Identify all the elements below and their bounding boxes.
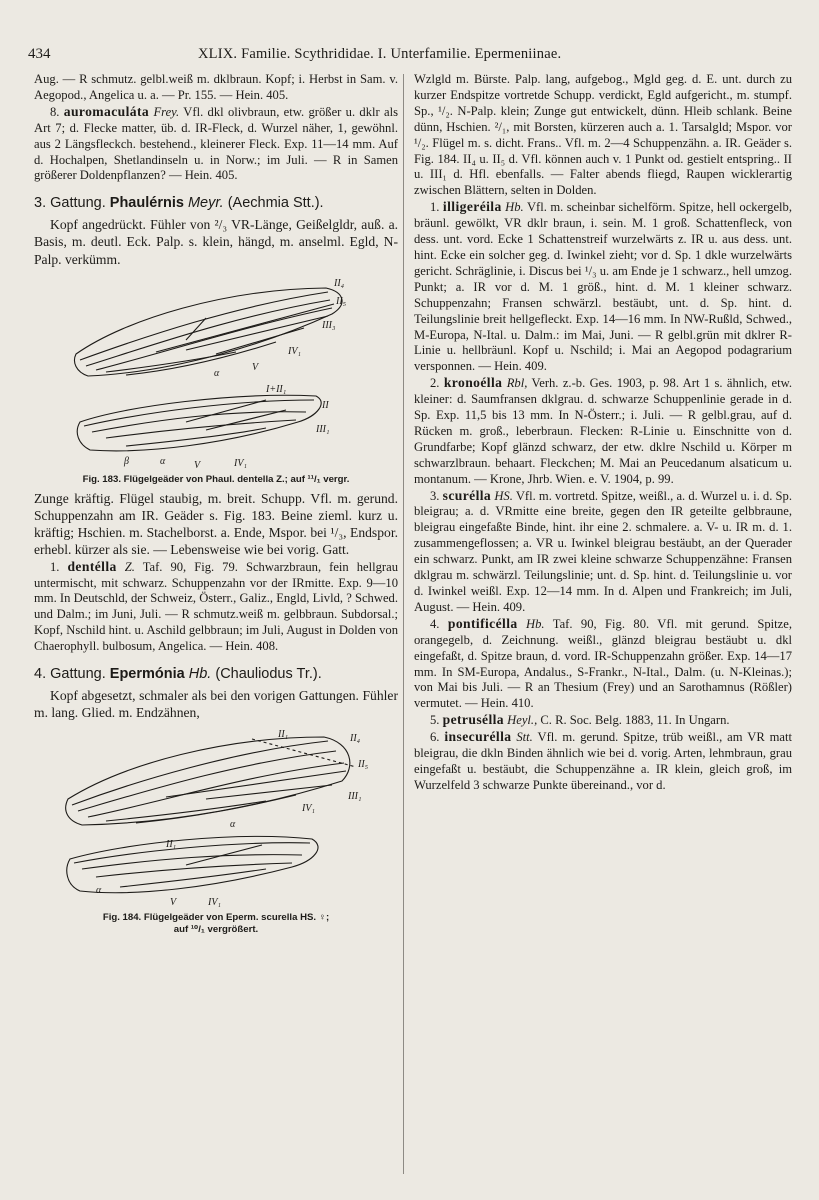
column-divider [403, 74, 404, 1174]
right-column [414, 72, 792, 794]
species-number: 1. [50, 559, 60, 574]
species-description: Taf. 90, Fig. 79. Schwarzbraun, fein hellgrau untermischt, mit schwarz. Schuppenzahn vor der IRmitte. Exp. 9—10 mm. In Deutschld, der Schweiz, Österr., Galiz., Engld, Livld, ? Schwed. und Dalm.; im Juni, Juli. — R schmutz.weiß m. gelbbraun. Subdorsal.; Kopf, Nschild hint. u. Aschild gelbbraun; im Juli, August in Dolden von Chaerophyll. bulbosum, Angelica. — Hein. 408. [34, 559, 398, 654]
species-author: Hb. [505, 200, 524, 215]
vein-label: IV₁ [208, 897, 221, 909]
species-entry-insecurella [414, 729, 792, 794]
species-name: insecurélla [444, 729, 512, 745]
vein-label: α [96, 885, 102, 897]
vein-label: IV₁ [288, 345, 301, 357]
caption-line: Fig. 184. Flügelgeäder von Eperm. scurella HS. ♀; [102, 912, 330, 924]
species-description: Verh. z.-b. Ges. 1903, p. 98. Art 1 s. ähnlich, etw. kleiner: d. Saumfransen dklgrau. d. schwarze Schuppenlinie gerade in d. Sp. Exp. 11,5 bis 13 mm. In N-Österr.; i. Juli. — R gelbl.grau, auf d. Rücken m. groß., leberbraun. Flecken: R-Linie u. Einschnitte von d. Grundfarbe; Kopf glänzd schwarz, der etw. dklre Nschild u. Körper m schwarzlbraun. behaart. Fleckchen; M. Mai an Peucedanum alsaticum u. montanum. — Krone, Jhrb. Wien. e. V. 1904, p. 99. [414, 376, 793, 486]
species-name: dentélla [67, 558, 117, 574]
species-author: Frey. [153, 104, 180, 119]
species-entry-dentella [34, 559, 398, 655]
vein-label: β [124, 455, 129, 467]
genus-description: Kopf abgesetzt, schmaler als bei den vorigen Gattungen. Fühler m. lang. Glied. m. Endzähnen, [34, 688, 398, 721]
vein-label: II₄ [334, 277, 345, 289]
species-name: illigeréila [442, 199, 502, 215]
genus-heading-epermenia [34, 667, 398, 683]
species-name: pontificélla [447, 615, 518, 631]
species-entry-scurella [414, 488, 792, 616]
page-header [28, 46, 788, 68]
species-entry-petrusella [414, 712, 792, 729]
vein-label: III₃ [322, 319, 336, 331]
genus-synonym: (Chauliodus Tr.). [215, 666, 322, 683]
species-name: auromaculáta [63, 103, 150, 119]
genus-name: Phaulérnis [109, 195, 184, 212]
vein-label: III₁ [348, 791, 362, 803]
vein-label: II₁ [278, 729, 289, 741]
vein-label: V [194, 459, 201, 471]
genus-synonym: (Aechmia Stt.). [227, 195, 324, 212]
page-number: 434 [28, 46, 51, 62]
species-entry-kroneella [414, 375, 792, 487]
species-name: petrusélla [442, 712, 504, 728]
genus-description: Kopf angedrückt. Fühler von ²/₃ VR-Länge, Geißelgldr, auß. a. Basis, m. deutl. Eck. Palp. s. klein, hängd, m. anselml. Egld, N-Palp. verkümm. [34, 217, 398, 267]
genus-name: Epermónia [109, 666, 185, 683]
species-entry-illigerella [414, 199, 792, 375]
species-number: 4. [430, 616, 440, 631]
species-name: scurélla [442, 487, 492, 503]
species-number: 6. [430, 730, 440, 745]
vein-label: II₁ [166, 839, 177, 851]
caption-line: auf ¹⁰/₁ vergrößert. [173, 924, 259, 936]
vein-label: IV₁ [302, 803, 315, 815]
species-author: Z. [124, 559, 135, 574]
species-description: Vfl. m. scheinbar sichelförm. Spitze, hell ockergelb, bräunl. gewölkt, VR dklr braun, i. sein. M. 1 groß. Schattenfleck, von dess. unt. vord. Ecke 1 Schattenstreif wurzelwärts z. IR u. aus dess. unt. hint. Ecke ein solcher geg. d. Iwinkel zieht; vor d. Sp. 1 dkle wurzelwärts gericht. Schräglinie, i. Discus bei ¹/₃ u. am Ende je 1 schwarz., hell umzog. Punkt; a. IR vor d. M. 1 größ., hint. d. M. 1 kleiner schwarz. Schuppenzahn; Fransen schwärzl. bestäubt, unt. d. Sp. hint. d. Teilungslinie breit hellgefleckt. Exp. 14—16 mm. In NW-Rußld, Schwed., M-Europa, N-Ital. u. Dalm.: im Mai, Juni. — R gelbl.grün mit dklrer R-Linie u. hellbräunl. Kopf u. Nschild; i. Mai an Aegopod podagrarium versponnen. — Hein. 409. [414, 200, 792, 374]
wing-venation-diagram-183 [66, 274, 366, 474]
vein-label: II [322, 399, 329, 411]
wing-venation-diagram-184 [56, 727, 376, 912]
species-description: Taf. 90, Fig. 80. Vfl. mit gerund. Spitze, orangegelb, d. Zeichnung. weißl., glänzd bleigrau bestäubt u. dkl eingefaßt, d. Spitze braun, d. vord. IR-Schuppenzahn größer. Exp. 14—17 mm. In SM-Europa, Andalus., S-Frankr., N-Ital., Dalm. (u. N-Kleinas.); von Mai bis Juli. — R an Thesium (Frey) und an Sarothamnus (Rößler) vermutet. — Hein. 410. [414, 616, 792, 711]
species-description: C. R. Soc. Belg. 1883, 11. In Ungarn. [540, 713, 730, 728]
genus-label: 4. Gattung. [34, 666, 106, 683]
species-author: Rbl, [506, 376, 528, 391]
vein-label: α [230, 819, 236, 831]
species-entry-pontificella [414, 616, 792, 712]
running-title: XLIX. Familie. Scythrididae. I. Unterfamilie. Epermeniinae. [198, 46, 562, 62]
species-description: Vfl. m. vortretd. Spitze, weißl., a. d. Wurzel u. i. d. Sp. bleigrau; a. d. VRmitte eine breite, gegen den IR geteilte gelbbraune, bleigrau eingefaßte Binde, hint. ihr eine 2. schmalere. a. V- u. IR m. d. 1. zusammengeflossen; a. VR u. Iwinkel bleigrau bestäubt, an der Querader ein schwarz. Punkt, am IR zwei kleine schwarze Schuppenzähne: Fransen dklgrau m. schwärzl. Teilungslinie; unt. d. Sp. hint. d. Teilungslinie u. vor d. Iwinkel weißl. Exp. 12—14 mm. In d. Alpen und Frankreich; im Juli, August. — Hein. 409. [414, 488, 792, 614]
figure-183-caption: Fig. 183. Flügelgeäder von Phaul. dentella Z.; auf ¹¹/₁ vergr. [82, 473, 350, 485]
species-description: Vfl. m. gerund. Spitze, trüb weißl., am VR matt bleigrau, die dkln Binden ähnlich wie bei d. vorig. Arten, lehmbraun, grau eingefaßt u. bestäubt, die Schuppenzähne a. IR klein, gleich groß, im Wurzelfeld 3 schwarze Punkte übereinand., vor d. [414, 730, 793, 792]
vein-label: α [214, 367, 220, 379]
species-author: Stt. [516, 730, 533, 745]
genus-author: Hb. [188, 666, 212, 683]
species-name: kronoélla [443, 375, 503, 391]
vein-label: II₅ [358, 759, 369, 771]
species-author: Heyl., [507, 713, 538, 728]
species-number: 1. [430, 200, 440, 215]
vein-label: V [170, 897, 177, 909]
genus-author: Meyr. [187, 195, 224, 212]
left-column [34, 72, 398, 940]
species-entry-auromaculata [34, 104, 398, 185]
genus-label: 3. Gattung. [34, 195, 106, 212]
genus-description-continued: Wzlgld m. Bürste. Palp. lang, aufgebog., Mgld geg. d. E. unt. durch zu kurzer Endspitze vortretde Schupp. verdickt, Egld aufgericht., m. stumpf. Sp., ¹/₂. N-Palp. klein; Zunge gut entwickelt, dünn. Hleib schlank. Beine dünn, Hschien. ²/₁, mit Borsten, kürzeren auch a. 1. Tarsalgld; Mspor. vor ¹/₂. Flügel m. s. dicht. Frans.. Vfl. m. 2—4 Schuppenzähn. a. IR. Geäder s. Fig. 184. II₄ u. II₅ d. Vfl. können auch v. 1 Punkt od. gestielt entspring.. II u. III₁ d. Hfl. ebenfalls. — Falter abends fliegd, Raupen wicklerartig zwischen Blättern, selten in Dolden. [414, 72, 792, 198]
vein-label: V [252, 361, 259, 373]
vein-label: II₅ [336, 295, 347, 307]
species-number: 8. [50, 104, 60, 119]
vein-label: II₄ [350, 733, 361, 745]
figure-183 [34, 274, 398, 486]
species-number: 5. [430, 713, 440, 728]
genus-heading-phaulernis [34, 196, 398, 212]
species-author: Hb. [526, 616, 545, 631]
continued-paragraph: Aug. — R schmutz. gelbl.weiß m. dklbraun. Kopf; i. Herbst in Sam. v. Aegopod., Angelica u. a. — Pr. 155. — Hein. 405. [34, 72, 398, 102]
vein-label: IV₁ [234, 457, 247, 469]
genus-description-continued: Zunge kräftig. Flügel staubig, m. breit. Schupp. Vfl. m. gerund. Schuppenzahn am IR. Geäder s. Fig. 183. Beine zieml. kurz u. kräftig; Hschien. m. Stachelborst. a. Ende, Mspor. bei ¹/₃, Endspor. erhebl. kürzer als sie. — Lebensweise wie bei vorig. Gatt. [34, 490, 398, 558]
figure-184-caption [34, 912, 398, 936]
species-number: 2. [430, 376, 440, 391]
vein-label: III₁ [316, 423, 330, 435]
figure-184 [34, 727, 398, 936]
vein-label: I+II₁ [266, 383, 287, 395]
species-author: HS. [494, 488, 513, 503]
species-description: Vfl. dkl olivbraun, etw. größer u. dklr als Art 7; d. Flecke matter, üb. d. IR-Fleck, d. Wurzel näher, 1, gewöhnl. aus 2 Längsfleckch. bestehend., kleinerer Fleck. Exp. 11—14 mm. Auf d. Hochalpen, Shetlandinseln u. in Norw.; im Juli. — R in Samen größerer Doldenpflanzen? — Hein. 405. [34, 104, 398, 183]
species-number: 3. [430, 488, 440, 503]
vein-label: α [160, 455, 166, 467]
